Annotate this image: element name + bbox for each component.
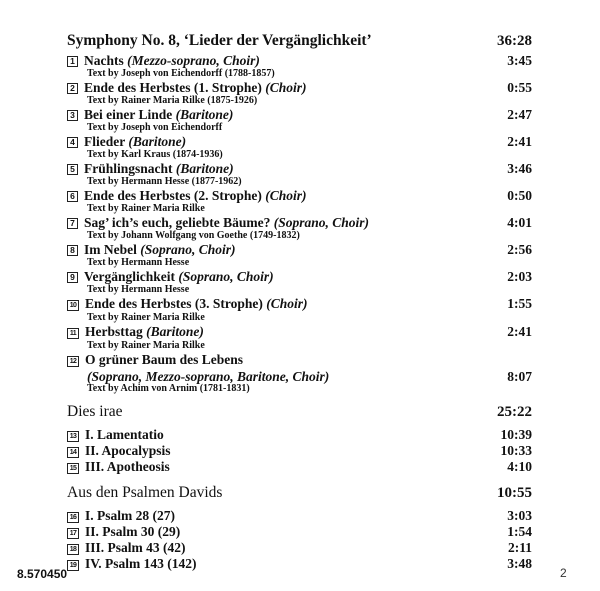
track-number-box: 15: [67, 463, 79, 474]
track-row: [67, 189, 532, 203]
track-7: [67, 216, 532, 241]
text-author: Text by Achim von Arnim (1781-1831): [87, 383, 250, 395]
track-left: [67, 443, 171, 459]
track-title: III. Apotheosis: [85, 459, 170, 475]
track-time: 3:45: [507, 53, 532, 68]
text-author: Text by Johann Wolfgang von Goethe (1749-1832): [87, 230, 300, 241]
text-author: Text by Hermann Hesse (1877-1962): [87, 176, 242, 187]
catalog-number: 8.570450: [17, 567, 68, 581]
psalmen-total-time: 10:55: [497, 485, 532, 502]
track-title-text: Sag’ ich’s euch, geliebte Bäume?: [84, 215, 271, 230]
track-8: [67, 243, 532, 268]
track-number-box: 16: [67, 512, 79, 523]
track-title: [84, 189, 307, 202]
track-title: [85, 297, 308, 310]
dies-irae-title: Dies irae: [67, 403, 123, 421]
text-author: Text by Rainer Maria Rilke: [87, 203, 205, 214]
track-1: [67, 54, 532, 79]
text-author: Text by Hermann Hesse: [87, 257, 190, 268]
track-title: [84, 54, 260, 67]
track-row: [67, 216, 532, 230]
track-row: [67, 243, 532, 257]
track-performers: (Choir): [265, 188, 307, 203]
track-left: [67, 162, 234, 176]
track-time: 3:48: [507, 556, 532, 572]
track-performers: (Choir): [265, 80, 307, 95]
track-left: [67, 297, 308, 312]
track-title-text: Im Nebel: [84, 242, 137, 257]
track-number-box: 13: [67, 431, 79, 442]
track-14: [67, 443, 532, 459]
track-time: 2:03: [507, 269, 532, 284]
track-number-box: 1: [67, 56, 78, 67]
track-16: [67, 508, 532, 524]
track-title-text: Herbsttag: [85, 324, 143, 339]
text-author: Text by Rainer Maria Rilke (1875-1926): [87, 95, 258, 106]
track-number-box: 2: [67, 83, 78, 94]
track-performers: (Soprano, Choir): [178, 269, 274, 284]
track-title: I. Lamentatio: [85, 427, 164, 443]
track-time: 2:56: [507, 242, 532, 257]
track-4: [67, 135, 532, 160]
track-time: 1:54: [507, 524, 532, 540]
track-left: [67, 459, 170, 475]
psalmen-tracks: [67, 508, 532, 572]
track-number-box: 14: [67, 447, 79, 458]
text-author: Text by Joseph von Eichendorff (1788-1857): [87, 68, 275, 79]
track-title-text: Flieder: [84, 134, 125, 149]
page-number: 2: [560, 566, 567, 580]
track-left: [67, 427, 164, 443]
text-author: Text by Rainer Maria Rilke: [87, 312, 205, 323]
track-time: 8:07: [507, 369, 532, 384]
text-author: Text by Joseph von Eichendorff: [87, 122, 223, 133]
track-title-text: Ende des Herbstes (3. Strophe): [85, 296, 263, 311]
track-title: [84, 162, 234, 175]
track-time: 2:41: [507, 134, 532, 149]
track-title: [85, 325, 204, 338]
track-row: [67, 108, 532, 122]
track-number-box: 6: [67, 191, 78, 202]
track-11: [67, 325, 532, 351]
psalmen-title: Aus den Psalmen Davids: [67, 484, 223, 502]
track-left: [67, 216, 369, 230]
track-15: [67, 459, 532, 475]
track-left: [67, 325, 204, 340]
track-title: II. Psalm 30 (29): [85, 524, 181, 540]
track-number-box: 11: [67, 328, 79, 339]
track-performers: (Soprano, Mezzo-soprano, Baritone, Choir): [87, 369, 330, 384]
track-title: II. Apocalypsis: [85, 443, 171, 459]
track-left: [67, 524, 180, 540]
track-title-text: Ende des Herbstes (2. Strophe): [84, 188, 262, 203]
track-13: [67, 427, 532, 443]
track-listing: [67, 32, 532, 572]
track-performers: (Choir): [266, 296, 308, 311]
track-performers: (Soprano, Choir): [273, 215, 370, 230]
track-2: [67, 81, 532, 106]
track-time: 2:11: [507, 540, 532, 556]
track-row: [67, 54, 532, 68]
track-number-box: 10: [67, 300, 79, 311]
track-title: III. Psalm 43 (42): [85, 540, 186, 556]
track-row: [67, 297, 532, 312]
text-author: Text by Hermann Hesse: [87, 284, 190, 295]
symphony-tracks: [67, 54, 532, 351]
track-title: O grüner Baum des Lebens: [85, 352, 244, 367]
track-left: [67, 556, 197, 572]
track-performers: (Baritone): [175, 107, 234, 122]
track-number-box: 4: [67, 137, 78, 148]
text-author: Text by Karl Kraus (1874-1936): [87, 149, 223, 160]
track-title-text: Vergänglichkeit: [84, 269, 175, 284]
track-left: [67, 189, 307, 203]
track-number-box: 3: [67, 110, 78, 121]
dies-irae-header: [67, 403, 532, 421]
track-19: [67, 556, 532, 572]
track-6: [67, 189, 532, 214]
track-3: [67, 108, 532, 133]
symphony-total-time: 36:28: [497, 33, 532, 49]
track-number-box: 8: [67, 245, 78, 256]
track-left: [67, 243, 236, 257]
track-left: [67, 540, 186, 556]
track-time: 10:39: [500, 427, 532, 443]
track-title-text: Bei einer Linde: [84, 107, 173, 122]
track-title-text: Nachts: [84, 53, 124, 68]
track-time: 3:03: [507, 508, 532, 524]
track-number-box: 5: [67, 164, 78, 175]
track-time: 4:01: [507, 215, 532, 230]
track-time: 0:50: [507, 188, 532, 203]
track-10: [67, 297, 532, 323]
track-title: [84, 270, 274, 283]
track-time: 10:33: [500, 443, 532, 459]
psalmen-header: [67, 484, 532, 502]
track-9: [67, 270, 532, 295]
track-18: [67, 540, 532, 556]
track-time: 4:10: [507, 459, 532, 475]
track-left: [67, 54, 260, 68]
track-row: [67, 325, 532, 340]
track-title: IV. Psalm 143 (142): [85, 556, 197, 572]
track-performers: (Baritone): [175, 161, 234, 176]
symphony-header: [67, 32, 532, 50]
track-row: [67, 81, 532, 95]
track-number-box: 17: [67, 528, 79, 539]
track-title-text: Frühlingsnacht: [84, 161, 173, 176]
dies-irae-total-time: 25:22: [497, 404, 532, 421]
track-number-box: 19: [67, 560, 79, 571]
track-title: [84, 216, 369, 229]
track-number-box: 9: [67, 272, 78, 283]
track-left: [67, 108, 233, 122]
track-time: 2:47: [507, 107, 532, 122]
track-row: [67, 270, 532, 284]
track-title: [84, 135, 186, 148]
track-number-box: 18: [67, 544, 79, 555]
track-title: [84, 81, 307, 94]
track-title: [84, 243, 236, 256]
track-number-box: 12: [67, 356, 79, 367]
track-time: 1:55: [507, 296, 532, 311]
track-number-box: 7: [67, 218, 78, 229]
track-performers: (Baritone): [146, 324, 204, 339]
track-left: [67, 81, 307, 95]
track-5: [67, 162, 532, 187]
text-author: Text by Rainer Maria Rilke: [87, 340, 205, 351]
track-12: [67, 353, 532, 394]
track-row: [67, 135, 532, 149]
track-performers: (Baritone): [128, 134, 187, 149]
track-title: [84, 108, 233, 121]
track-time: 2:41: [507, 324, 532, 339]
track-left: [67, 135, 186, 149]
track-left: [67, 508, 175, 524]
track-time: 0:55: [507, 80, 532, 95]
track-title: I. Psalm 28 (27): [85, 508, 175, 524]
track-performers: (Soprano, Choir): [140, 242, 236, 257]
track-performers: (Mezzo-soprano, Choir): [127, 53, 260, 68]
track-left: [67, 270, 274, 284]
track-17: [67, 524, 532, 540]
dies-irae-tracks: [67, 427, 532, 475]
track-row: [67, 162, 532, 176]
symphony-title: Symphony No. 8, ‘Lieder der Vergänglichkeit’: [67, 32, 372, 49]
track-time: 3:46: [507, 161, 532, 176]
track-title-text: Ende des Herbstes (1. Strophe): [84, 80, 262, 95]
